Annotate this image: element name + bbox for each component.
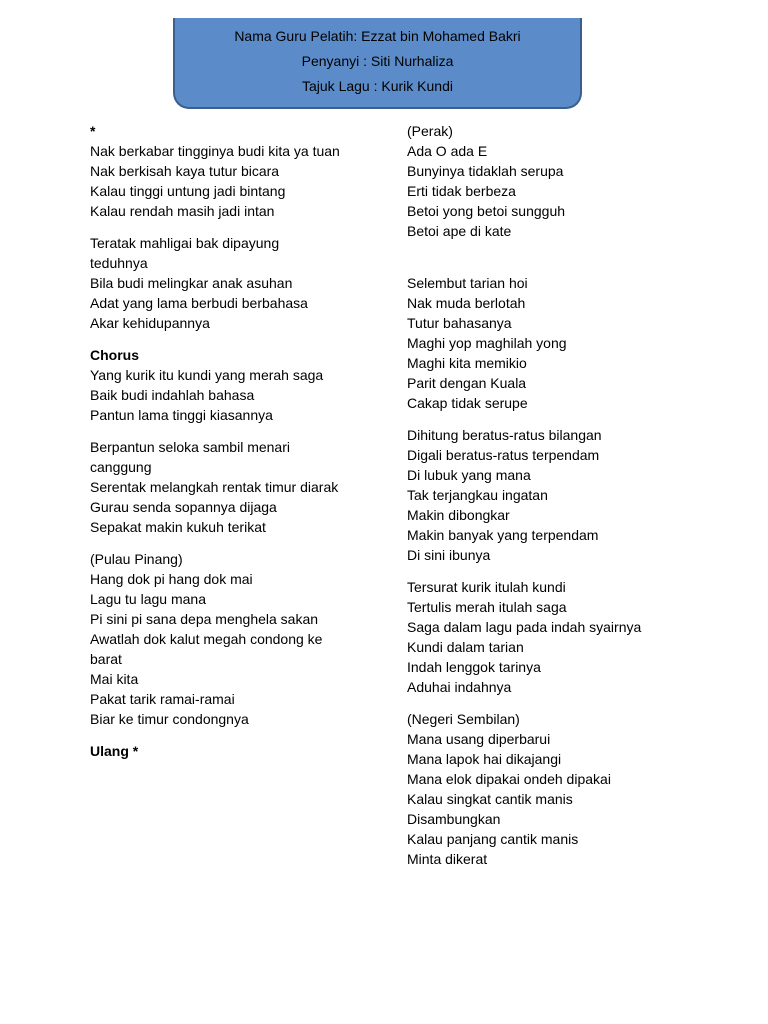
stanza-left-1 <box>90 121 370 221</box>
lyric-line: Akar kehidupannya <box>90 315 210 331</box>
singer-name: Penyanyi : Siti Nurhaliza <box>301 53 454 69</box>
lyric-line: Parit dengan Kuala <box>407 375 527 391</box>
repeat-label: Ulang * <box>90 743 139 759</box>
lyric-line: Mana usang diperbarui <box>407 731 551 747</box>
lyric-line: Mana elok dipakai ondeh dipakai <box>407 771 611 787</box>
lyric-line: Gurau senda sopannya dijaga <box>90 499 277 515</box>
lyric-line: Pantun lama tinggi kiasannya <box>90 407 273 423</box>
lyric-line: Maghi kita memikio <box>407 355 527 371</box>
lyric-line: Makin banyak yang terpendam <box>407 527 599 543</box>
lyric-line: Adat yang lama berbudi berbahasa <box>90 295 308 311</box>
lyric-line: Pi sini pi sana depa menghela sakan <box>90 611 319 627</box>
region-label: (Pulau Pinang) <box>90 551 183 567</box>
lyric-line: Di sini ibunya <box>407 547 491 563</box>
lyric-line: Selembut tarian hoi <box>407 275 528 291</box>
stanza-right-4 <box>407 577 707 697</box>
lyric-line: Nak berkabar tingginya budi kita ya tuan <box>90 143 340 159</box>
lyric-line: Cakap tidak serupe <box>407 395 528 411</box>
lyric-line: Tak terjangkau ingatan <box>407 487 548 503</box>
lyric-line: Kalau rendah masih jadi intan <box>90 203 275 219</box>
lyrics-right-column <box>407 121 707 869</box>
stanza-right-3 <box>407 425 707 565</box>
lyric-line: Tutur bahasanya <box>407 315 512 331</box>
lyric-line: Maghi yop maghilah yong <box>407 335 567 351</box>
lyric-line: Baik budi indahlah bahasa <box>90 387 255 403</box>
lyric-line: Sepakat makin kukuh terikat <box>90 519 266 535</box>
song-title: Tajuk Lagu : Kurik Kundi <box>302 78 453 94</box>
lyric-line: Pakat tarik ramai-ramai <box>90 691 235 707</box>
lyric-line: Mana lapok hai dikajangi <box>407 751 562 767</box>
lyric-line: Nak muda berlotah <box>407 295 526 311</box>
repeat-instruction <box>90 741 370 761</box>
trainer-name: Nama Guru Pelatih: Ezzat bin Mohamed Bakri <box>234 28 521 44</box>
lyric-line: Minta dikerat <box>407 851 488 867</box>
stanza-perak <box>407 121 707 241</box>
lyric-line: Berpantun seloka sambil menari <box>90 439 290 455</box>
lyric-line: Saga dalam lagu pada indah syairnya <box>407 619 642 635</box>
lyric-line: Bunyinya tidaklah serupa <box>407 163 564 179</box>
region-label: (Negeri Sembilan) <box>407 711 520 727</box>
region-label: (Perak) <box>407 123 453 139</box>
lyric-line: Awatlah dok kalut megah condong ke <box>90 631 323 647</box>
lyric-line: Mai kita <box>90 671 139 687</box>
lyric-line: Hang dok pi hang dok mai <box>90 571 253 587</box>
lyric-line: Nak berkisah kaya tutur bicara <box>90 163 280 179</box>
lyric-line: Di lubuk yang mana <box>407 467 531 483</box>
lyric-line: Makin dibongkar <box>407 507 510 523</box>
lyric-line: Betoi yong betoi sungguh <box>407 203 566 219</box>
lyric-line: Ada O ada E <box>407 143 488 159</box>
lyric-line: Yang kurik itu kundi yang merah saga <box>90 367 324 383</box>
lyric-line: Erti tidak berbeza <box>407 183 516 199</box>
lyric-line: Aduhai indahnya <box>407 679 512 695</box>
lyric-line: Serentak melangkah rentak timur diarak <box>90 479 339 495</box>
lyric-line: Tertulis merah itulah saga <box>407 599 567 615</box>
stanza-left-4 <box>90 437 370 537</box>
repeat-marker: * <box>90 123 96 139</box>
stanza-right-2 <box>407 273 707 413</box>
lyric-line: Teratak mahligai bak dipayung <box>90 235 280 251</box>
stanza-left-2 <box>90 233 370 333</box>
lyric-line: Kalau panjang cantik manis <box>407 831 579 847</box>
song-header-box <box>173 18 582 109</box>
lyric-line: Betoi ape di kate <box>407 223 512 239</box>
chorus-label: Chorus <box>90 347 139 363</box>
lyric-line: teduhnya <box>90 255 148 271</box>
lyric-line: Lagu tu lagu mana <box>90 591 206 607</box>
lyric-line: Kundi dalam tarian <box>407 639 524 655</box>
stanza-negeri-sembilan <box>407 709 707 869</box>
lyric-line: barat <box>90 651 122 667</box>
lyric-line: Kalau tinggi untung jadi bintang <box>90 183 286 199</box>
lyric-line: Disambungkan <box>407 811 501 827</box>
stanza-chorus <box>90 345 370 425</box>
lyric-line: Tersurat kurik itulah kundi <box>407 579 566 595</box>
lyrics-left-column <box>90 121 370 761</box>
lyric-line: Indah lenggok tarinya <box>407 659 541 675</box>
lyric-line: Digali beratus-ratus terpendam <box>407 447 600 463</box>
lyric-line: canggung <box>90 459 152 475</box>
lyric-line: Dihitung beratus-ratus bilangan <box>407 427 602 443</box>
lyric-line: Biar ke timur condongnya <box>90 711 249 727</box>
stanza-pulau-pinang <box>90 549 370 729</box>
lyric-line: Kalau singkat cantik manis <box>407 791 573 807</box>
lyric-line: Bila budi melingkar anak asuhan <box>90 275 293 291</box>
